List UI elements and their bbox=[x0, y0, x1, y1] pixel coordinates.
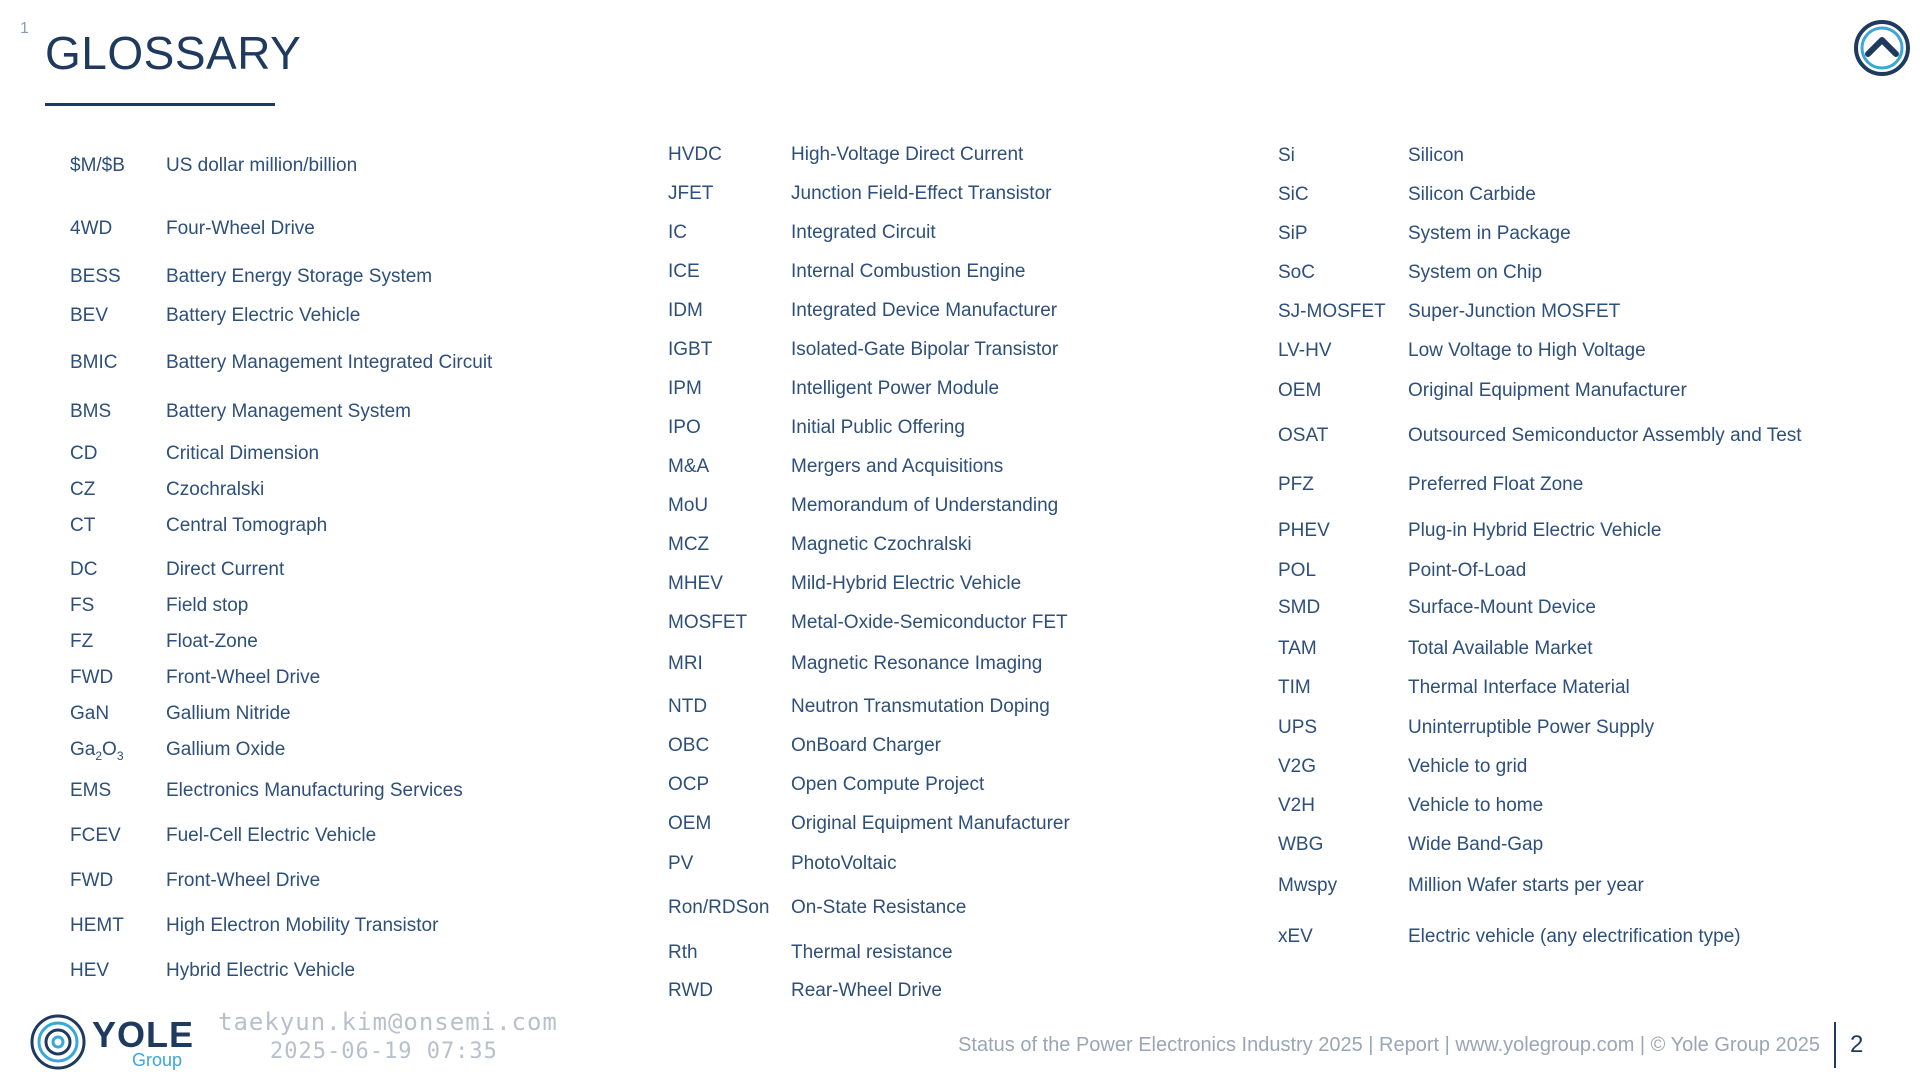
title-underline bbox=[45, 103, 275, 106]
glossary-definition: Gallium Nitride bbox=[166, 703, 291, 724]
glossary-abbr: PHEV bbox=[1278, 520, 1330, 541]
glossary-definition: Preferred Float Zone bbox=[1408, 474, 1584, 495]
glossary-definition: Front-Wheel Drive bbox=[166, 870, 321, 891]
glossary-abbr: FWD bbox=[70, 667, 114, 688]
glossary-abbr: IGBT bbox=[668, 339, 713, 360]
glossary-abbr: Mwspy bbox=[1278, 875, 1338, 896]
glossary-definition: Thermal Interface Material bbox=[1408, 677, 1630, 698]
glossary-definition: Vehicle to grid bbox=[1408, 756, 1528, 777]
glossary-definition: Magnetic Czochralski bbox=[791, 534, 972, 555]
glossary-definition: Initial Public Offering bbox=[791, 417, 965, 438]
glossary-abbr: SMD bbox=[1278, 597, 1321, 618]
glossary-definition: PhotoVoltaic bbox=[791, 853, 897, 874]
glossary-abbr: xEV bbox=[1278, 926, 1313, 947]
glossary-abbr: CD bbox=[70, 443, 98, 464]
glossary-abbr: BMS bbox=[70, 401, 112, 422]
glossary-abbr: $M/$B bbox=[70, 155, 125, 176]
glossary-abbr: V2H bbox=[1278, 795, 1315, 816]
page-title: GLOSSARY bbox=[45, 27, 302, 79]
glossary-definition: Isolated-Gate Bipolar Transistor bbox=[791, 339, 1059, 360]
glossary-abbr: TIM bbox=[1278, 677, 1311, 698]
glossary-definition: Original Equipment Manufacturer bbox=[791, 813, 1070, 834]
glossary-definition: Internal Combustion Engine bbox=[791, 261, 1026, 282]
yole-logo-text: YOLE bbox=[92, 1014, 195, 1055]
glossary-abbr: M&A bbox=[668, 456, 710, 477]
yole-logo-group: Group bbox=[132, 1050, 183, 1070]
glossary-definition: Mild-Hybrid Electric Vehicle bbox=[791, 573, 1022, 594]
glossary-abbr: SiC bbox=[1278, 184, 1309, 205]
glossary-abbr: HEMT bbox=[70, 915, 124, 936]
glossary-definition: OnBoard Charger bbox=[791, 735, 941, 756]
glossary-abbr: FWD bbox=[70, 870, 114, 891]
glossary-abbr: IC bbox=[668, 222, 687, 243]
glossary-abbr: OBC bbox=[668, 735, 710, 756]
glossary-abbr: SJ-MOSFET bbox=[1278, 301, 1386, 322]
glossary-abbr: UPS bbox=[1278, 717, 1318, 738]
glossary-definition: Low Voltage to High Voltage bbox=[1408, 340, 1646, 361]
glossary-definition: Hybrid Electric Vehicle bbox=[166, 960, 356, 981]
watermark-email: taekyun.kim@onsemi.com bbox=[218, 1008, 558, 1036]
glossary-abbr: NTD bbox=[668, 696, 708, 717]
glossary-definition: High Electron Mobility Transistor bbox=[166, 915, 439, 936]
glossary-abbr: DC bbox=[70, 559, 98, 580]
glossary-definition: Super-Junction MOSFET bbox=[1408, 301, 1621, 322]
glossary-abbr: Si bbox=[1278, 145, 1295, 166]
glossary-definition: Uninterruptible Power Supply bbox=[1408, 717, 1655, 738]
glossary-definition: Metal-Oxide-Semiconductor FET bbox=[791, 612, 1068, 633]
glossary-abbr: MoU bbox=[668, 495, 709, 516]
glossary-abbr: Ron/RDSon bbox=[668, 897, 770, 918]
glossary-definition: Critical Dimension bbox=[166, 443, 320, 464]
glossary-definition: Vehicle to home bbox=[1408, 795, 1544, 816]
glossary-definition: Open Compute Project bbox=[791, 774, 985, 795]
glossary-definition: Battery Management Integrated Circuit bbox=[166, 352, 493, 373]
glossary-definition: Battery Management System bbox=[166, 401, 411, 422]
glossary-abbr: OCP bbox=[668, 774, 710, 795]
glossary-abbr: $Ga_2O_3$ bbox=[70, 739, 124, 763]
page-number: 2 bbox=[1850, 1031, 1864, 1058]
glossary-definition: Fuel-Cell Electric Vehicle bbox=[166, 825, 377, 846]
glossary-abbr: SiP bbox=[1278, 223, 1308, 244]
glossary-definition: US dollar million/billion bbox=[166, 155, 358, 176]
glossary-definition: Silicon Carbide bbox=[1408, 184, 1536, 205]
glossary-abbr: IDM bbox=[668, 300, 703, 321]
glossary-definition: Mergers and Acquisitions bbox=[791, 456, 1004, 477]
glossary-definition: Original Equipment Manufacturer bbox=[1408, 380, 1687, 401]
glossary-definition: Battery Energy Storage System bbox=[166, 266, 433, 287]
glossary-abbr: ICE bbox=[668, 261, 700, 282]
glossary-abbr: OEM bbox=[1278, 380, 1322, 401]
glossary-abbr: PFZ bbox=[1278, 474, 1314, 495]
glossary-definition: System on Chip bbox=[1408, 262, 1543, 283]
glossary-definition: Plug-in Hybrid Electric Vehicle bbox=[1408, 520, 1662, 541]
glossary-abbr: BMIC bbox=[70, 352, 118, 373]
glossary-abbr: JFET bbox=[668, 183, 714, 204]
glossary-definition: System in Package bbox=[1408, 223, 1571, 244]
glossary-abbr: HEV bbox=[70, 960, 110, 981]
glossary-definition: Million Wafer starts per year bbox=[1408, 875, 1644, 896]
glossary-abbr: MCZ bbox=[668, 534, 710, 555]
glossary-definition: Central Tomograph bbox=[166, 515, 328, 536]
glossary-abbr: GaN bbox=[70, 703, 110, 724]
glossary-abbr: OSAT bbox=[1278, 425, 1329, 446]
glossary-abbr: IPO bbox=[668, 417, 701, 438]
glossary-definition: Field stop bbox=[166, 595, 249, 616]
glossary-definition: Gallium Oxide bbox=[166, 739, 286, 760]
glossary-abbr: TAM bbox=[1278, 638, 1317, 659]
glossary-definition: Four-Wheel Drive bbox=[166, 218, 315, 239]
glossary-definition: Total Available Market bbox=[1408, 638, 1593, 659]
glossary-abbr: BEV bbox=[70, 305, 109, 326]
corner-number: 1 bbox=[20, 20, 29, 37]
glossary-abbr: V2G bbox=[1278, 756, 1317, 777]
glossary-definition: Silicon bbox=[1408, 145, 1464, 166]
glossary-abbr: FCEV bbox=[70, 825, 121, 846]
glossary-abbr: PV bbox=[668, 853, 694, 874]
glossary-definition: Battery Electric Vehicle bbox=[166, 305, 361, 326]
glossary-definition: Junction Field-Effect Transistor bbox=[791, 183, 1052, 204]
glossary-abbr: FZ bbox=[70, 631, 94, 652]
glossary-abbr: WBG bbox=[1278, 834, 1324, 855]
back-to-top-icon[interactable] bbox=[1852, 18, 1912, 78]
footer-citation: Status of the Power Electronics Industry 2025 | Report | www.yolegroup.com | © Yole Group 2025 bbox=[958, 1034, 1820, 1056]
glossary-definition: Front-Wheel Drive bbox=[166, 667, 321, 688]
glossary-definition: Outsourced Semiconductor Assembly and Test bbox=[1408, 425, 1802, 446]
glossary-definition: Integrated Device Manufacturer bbox=[791, 300, 1058, 321]
glossary-abbr: CT bbox=[70, 515, 96, 536]
glossary-definition: Float-Zone bbox=[166, 631, 258, 652]
glossary-abbr: RWD bbox=[668, 980, 714, 1001]
glossary-abbr: OEM bbox=[668, 813, 712, 834]
glossary-definition: Rear-Wheel Drive bbox=[791, 980, 942, 1001]
glossary-abbr: CZ bbox=[70, 479, 96, 500]
glossary-abbr: LV-HV bbox=[1278, 340, 1332, 361]
glossary-abbr: Rth bbox=[668, 942, 698, 963]
glossary-abbr: MHEV bbox=[668, 573, 723, 594]
yole-logo-icon bbox=[28, 1012, 94, 1072]
footer-divider bbox=[1834, 1022, 1836, 1068]
glossary-definition: Intelligent Power Module bbox=[791, 378, 1000, 399]
glossary-abbr: EMS bbox=[70, 780, 112, 801]
glossary-abbr: HVDC bbox=[668, 144, 722, 165]
glossary-definition: Electric vehicle (any electrification type) bbox=[1408, 926, 1741, 947]
glossary-definition: Magnetic Resonance Imaging bbox=[791, 653, 1043, 674]
glossary-definition: Point-Of-Load bbox=[1408, 560, 1527, 581]
glossary-abbr: FS bbox=[70, 595, 95, 616]
glossary-definition: Electronics Manufacturing Services bbox=[166, 780, 463, 801]
glossary-definition: Thermal resistance bbox=[791, 942, 953, 963]
glossary-abbr: BESS bbox=[70, 266, 121, 287]
glossary-abbr: MOSFET bbox=[668, 612, 748, 633]
glossary-definition: Memorandum of Understanding bbox=[791, 495, 1059, 516]
glossary-definition: Neutron Transmutation Doping bbox=[791, 696, 1050, 717]
glossary-abbr: 4WD bbox=[70, 218, 113, 239]
glossary-definition: Wide Band-Gap bbox=[1408, 834, 1544, 855]
watermark-datetime: 2025-06-19 07:35 bbox=[270, 1039, 498, 1064]
glossary-definition: Surface-Mount Device bbox=[1408, 597, 1596, 618]
glossary-abbr: POL bbox=[1278, 560, 1317, 581]
glossary-definition: Integrated Circuit bbox=[791, 222, 936, 243]
glossary-definition: Direct Current bbox=[166, 559, 285, 580]
glossary-definition: On-State Resistance bbox=[791, 897, 967, 918]
glossary-abbr: IPM bbox=[668, 378, 702, 399]
glossary-definition: High-Voltage Direct Current bbox=[791, 144, 1024, 165]
glossary-abbr: MRI bbox=[668, 653, 703, 674]
glossary-definition: Czochralski bbox=[166, 479, 265, 500]
glossary-abbr: SoC bbox=[1278, 262, 1315, 283]
